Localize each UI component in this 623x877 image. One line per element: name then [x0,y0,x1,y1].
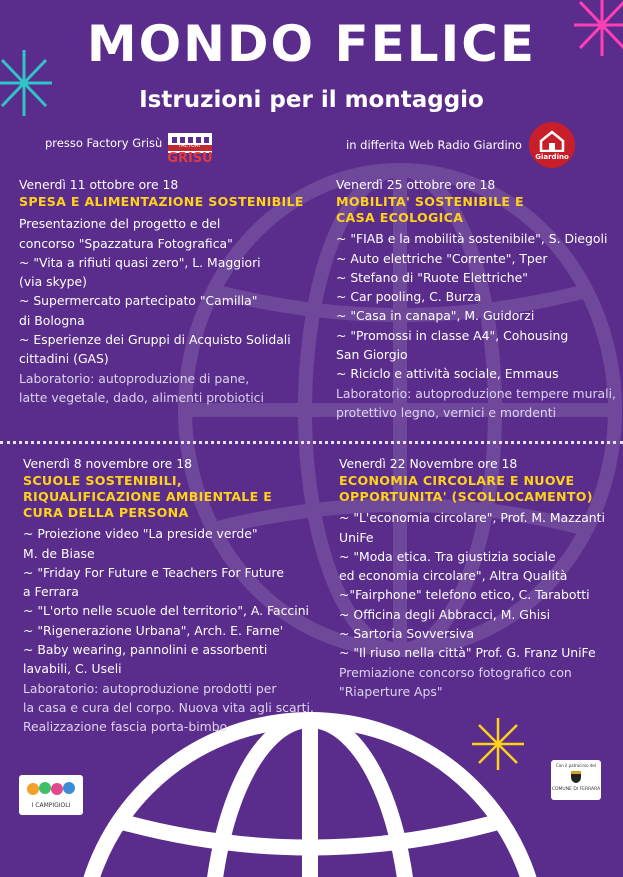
list-item: ~ "Promossi in classe A4", Cohousing [336,327,569,343]
left-venue: presso Factory Grisù [45,136,163,150]
list-item: ~ Officina degli Abbracci, M. Ghisi [339,606,551,622]
list-item: di Bologna [19,312,85,328]
grisu-logo [165,129,215,167]
coat-of-arms-icon [570,770,582,784]
lab-text: latte vegetale, dado, alimenti probiotici [19,389,264,405]
list-item: ~ Supermercato partecipato "Camilla" [19,293,258,309]
session-heading: SCUOLE SOSTENIBILI, [23,473,183,489]
lab-text: Laboratorio: autoproduzione prodotti per [23,680,277,696]
list-item: ~"Fairphone" telefono etico, C. Tarabotti [339,587,590,603]
session-3 [23,454,314,737]
list-item: ~ "Moda etica. Tra giustizia sociale [339,548,556,564]
factory-label: FACTORY [178,143,202,149]
lab-text: protettivo legno, vernici e mordenti [336,404,557,420]
list-item: ~ Car pooling, C. Burza [336,289,482,305]
lab-text: "Riaperture Aps" [339,683,443,699]
list-item: cittadini (GAS) [19,351,109,367]
session-heading: CURA DELLA PERSONA [23,505,189,521]
list-item: ~ Stefano di "Ruote Elettriche" [336,269,528,285]
list-item: ~ "Vita a rifiuti quasi zero", L. Maggiori [19,254,261,270]
list-item: ~ Sartoria Sovversiva [339,626,475,642]
lab-text: Realizzazione fascia porta-bimbo [23,719,228,735]
list-item: Presentazione del progetto e del [19,216,221,232]
list-item: concorso "Spazzatura Fotografica" [19,235,233,251]
session-heading: ECONOMIA CIRCOLARE E NUOVE [339,473,575,489]
list-item: UniFe [339,529,374,545]
page-subtitle: Istruzioni per il montaggio [139,87,484,113]
radio-giardino-logo [529,122,575,168]
list-item: ed economia circolare", Altra Qualità [339,568,568,584]
session-heading: OPPORTUNITA' (SCOLLOCAMENTO) [339,489,593,505]
list-item: ~ Baby wearing, pannolini e assorbenti [23,642,268,658]
yellow-star-icon [470,716,526,772]
list-item: ~ "Rigenerazione Urbana", Arch. E. Farne' [23,622,284,638]
right-venue: in differita Web Radio Giardino [346,138,522,152]
lab-text: Laboratorio: autoproduzione di pane, [19,370,250,386]
comune-label: COMUNE DI FERRARA [551,787,601,792]
grisu-label: GRISÙ [167,151,213,166]
session-date: Venerdì 11 ottobre ore 18 [19,177,179,192]
list-item: ~ "Casa in canapa", M. Guidorzi [336,308,535,324]
giardino-label: Giardino [535,153,569,161]
house-icon [539,130,565,152]
list-item: (via skype) [19,274,87,290]
list-item: ~ "FIAB e la mobilità sostenibile", S. Diegoli [336,231,608,247]
session-heading: MOBILITA' SOSTENIBILE E [336,194,524,210]
lab-text: Premiazione concorso fotografico con [339,664,572,680]
list-item: ~ Esperienze dei Gruppi di Acquisto Solidali [19,332,291,348]
list-item: ~ Riciclo e attività sociale, Emmaus [336,366,559,382]
list-item: ~ "Il riuso nella città" Prof. G. Franz UniFe [339,645,596,661]
session-date: Venerdì 8 novembre ore 18 [23,456,192,471]
list-item: M. de Biase [23,545,95,561]
list-item: lavabili, C. Useli [23,661,122,677]
session-date: Venerdì 25 ottobre ore 18 [336,177,496,192]
lab-text: Laboratorio: autoproduzione tempere murali, [336,385,616,401]
campigioli-label: I CAMPIGIOLI [31,802,71,809]
session-heading: RIQUALIFICAZIONE AMBIENTALE E [23,489,273,505]
comune-ferrara-logo [551,760,601,800]
list-item: San Giorgio [336,347,408,363]
session-heading: CASA ECOLOGICA [336,210,464,226]
lab-text: la casa e cura del corpo. Nuova vita agli scarti. [23,699,314,715]
list-item: ~ Auto elettriche "Corrente", Tper [336,250,548,266]
list-item: ~ "L'economia circolare", Prof. M. Mazzanti [339,510,605,526]
list-item: ~ "L'orto nelle scuole del territorio", A. Faccini [23,603,309,619]
dotted-divider [0,441,623,444]
session-heading: SPESA E ALIMENTAZIONE SOSTENIBILE [19,194,304,210]
list-item: a Ferrara [23,584,79,600]
patrocinio-label: Con il patrocinio del [556,763,596,768]
colorful-logo-icon [25,779,77,799]
list-item: ~ Proiezione video "La preside verde" [23,526,258,542]
session-4 [339,454,605,701]
session-1 [19,175,304,407]
page-title: MONDO FELICE [86,15,537,73]
session-2 [336,175,616,422]
campigioli-logo [19,775,83,815]
list-item: ~ "Friday For Future e Teachers For Future [23,564,284,580]
session-date: Venerdì 22 Novembre ore 18 [339,456,518,471]
